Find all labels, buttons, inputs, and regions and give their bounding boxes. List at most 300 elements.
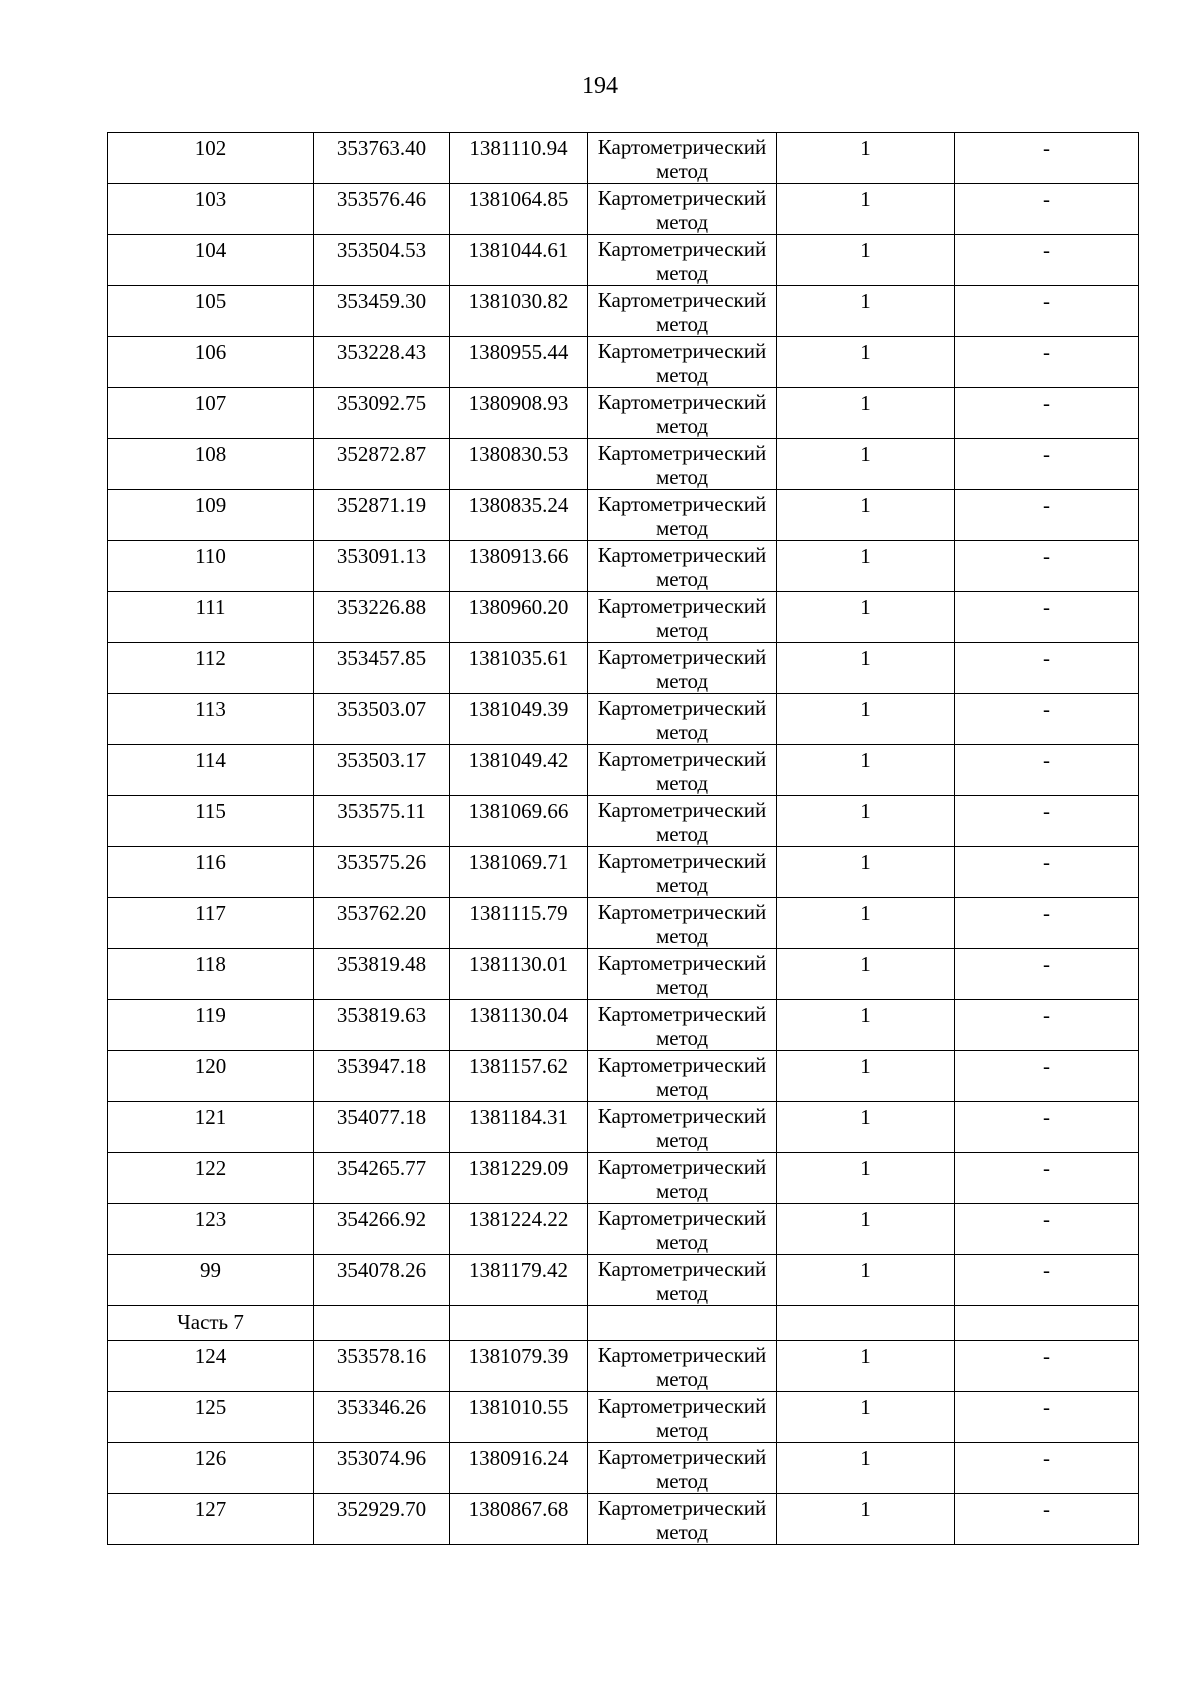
accuracy-cell — [777, 388, 955, 439]
x-coordinate-cell — [314, 337, 450, 388]
y-coordinate-cell — [450, 439, 588, 490]
note-cell — [955, 133, 1139, 184]
x-coordinate-text: 353576.46 — [336, 187, 427, 211]
accuracy-cell — [777, 1443, 955, 1494]
section-header-row — [108, 1306, 1139, 1341]
x-coordinate-text: 353763.40 — [336, 136, 427, 160]
method-text: Картометрический метод — [597, 339, 767, 387]
accuracy-text: 1 — [860, 1207, 871, 1231]
note-text: - — [1043, 901, 1050, 925]
accuracy-text: 1 — [860, 952, 871, 976]
page-number: 194 — [582, 73, 618, 99]
method-cell — [588, 1392, 777, 1443]
point-number-text: 107 — [194, 391, 227, 415]
y-coordinate-text: 1380867.68 — [468, 1497, 569, 1521]
x-coordinate-cell — [314, 1000, 450, 1051]
note-text: - — [1043, 1105, 1050, 1129]
y-coordinate-cell — [450, 337, 588, 388]
method-text: Картометрический метод — [597, 441, 767, 489]
accuracy-cell — [777, 1102, 955, 1153]
method-text: Картометрический метод — [597, 390, 767, 438]
point-number-cell — [108, 745, 314, 796]
point-number-text: 124 — [194, 1344, 227, 1368]
accuracy-cell — [777, 694, 955, 745]
point-number-cell — [108, 898, 314, 949]
y-coordinate-cell — [450, 592, 588, 643]
y-coordinate-cell — [450, 1443, 588, 1494]
accuracy-cell — [777, 133, 955, 184]
method-cell — [588, 898, 777, 949]
point-number-text: 114 — [195, 748, 226, 772]
empty-cell-content — [450, 1306, 587, 1310]
accuracy-cell — [777, 1392, 955, 1443]
accuracy-text: 1 — [860, 544, 871, 568]
table-row — [108, 745, 1139, 796]
x-coordinate-text: 353819.48 — [336, 952, 427, 976]
x-coordinate-text: 353457.85 — [336, 646, 427, 670]
y-coordinate-text: 1380955.44 — [468, 340, 569, 364]
method-text: Картометрический метод — [597, 1394, 767, 1442]
note-cell — [955, 1102, 1139, 1153]
table-row — [108, 490, 1139, 541]
table-row — [108, 1341, 1139, 1392]
x-coordinate-cell — [314, 1443, 450, 1494]
point-number-cell — [108, 1204, 314, 1255]
y-coordinate-text: 1381115.79 — [469, 901, 568, 925]
note-cell — [955, 184, 1139, 235]
accuracy-text: 1 — [860, 238, 871, 262]
note-cell — [955, 286, 1139, 337]
note-cell — [955, 1153, 1139, 1204]
point-number-text: 108 — [194, 442, 227, 466]
point-number-text: 126 — [194, 1446, 227, 1470]
method-text: Картометрический метод — [597, 1343, 767, 1391]
table-row — [108, 388, 1139, 439]
point-number-cell — [108, 286, 314, 337]
point-number-cell — [108, 388, 314, 439]
point-number-cell — [108, 490, 314, 541]
empty-cell — [588, 1306, 777, 1341]
method-text: Картометрический метод — [597, 1104, 767, 1152]
point-number-cell — [108, 694, 314, 745]
table-row — [108, 286, 1139, 337]
point-number-text: 122 — [194, 1156, 227, 1180]
x-coordinate-text: 353092.75 — [336, 391, 427, 415]
coordinates-table-body — [108, 133, 1139, 1545]
x-coordinate-text: 353575.11 — [337, 799, 426, 823]
point-number-text: 118 — [195, 952, 226, 976]
x-coordinate-text: 354266.92 — [336, 1207, 427, 1231]
accuracy-text: 1 — [860, 1156, 871, 1180]
table-row — [108, 1392, 1139, 1443]
note-cell — [955, 847, 1139, 898]
table-row — [108, 898, 1139, 949]
table-row — [108, 847, 1139, 898]
accuracy-text: 1 — [860, 901, 871, 925]
empty-cell — [450, 1306, 588, 1341]
accuracy-cell — [777, 337, 955, 388]
point-number-cell — [108, 1255, 314, 1306]
empty-cell — [314, 1306, 450, 1341]
y-coordinate-text: 1381049.39 — [468, 697, 569, 721]
table-row — [108, 643, 1139, 694]
method-cell — [588, 592, 777, 643]
empty-cell-content — [955, 1306, 1138, 1310]
x-coordinate-cell — [314, 847, 450, 898]
y-coordinate-text: 1380830.53 — [468, 442, 569, 466]
method-cell — [588, 1341, 777, 1392]
method-cell — [588, 1494, 777, 1545]
note-text: - — [1043, 238, 1050, 262]
note-cell — [955, 592, 1139, 643]
x-coordinate-text: 354078.26 — [336, 1258, 427, 1282]
point-number-cell — [108, 949, 314, 1000]
method-cell — [588, 1204, 777, 1255]
point-number-cell — [108, 1341, 314, 1392]
method-text: Картометрический метод — [597, 696, 767, 744]
x-coordinate-cell — [314, 388, 450, 439]
y-coordinate-cell — [450, 643, 588, 694]
point-number-cell — [108, 1153, 314, 1204]
y-coordinate-cell — [450, 1255, 588, 1306]
method-text: Картометрический метод — [597, 1002, 767, 1050]
y-coordinate-text: 1381064.85 — [468, 187, 569, 211]
x-coordinate-text: 353578.16 — [336, 1344, 427, 1368]
point-number-cell — [108, 133, 314, 184]
note-text: - — [1043, 493, 1050, 517]
method-cell — [588, 1153, 777, 1204]
x-coordinate-cell — [314, 1153, 450, 1204]
accuracy-text: 1 — [860, 1395, 871, 1419]
y-coordinate-text: 1381069.71 — [468, 850, 569, 874]
x-coordinate-cell — [314, 1494, 450, 1545]
accuracy-text: 1 — [860, 289, 871, 313]
point-number-text: 105 — [194, 289, 227, 313]
y-coordinate-text: 1380908.93 — [468, 391, 569, 415]
y-coordinate-text: 1380913.66 — [468, 544, 569, 568]
empty-cell-content — [777, 1306, 954, 1310]
note-cell — [955, 388, 1139, 439]
accuracy-cell — [777, 541, 955, 592]
table-row — [108, 1204, 1139, 1255]
accuracy-cell — [777, 286, 955, 337]
coordinates-table — [107, 132, 1139, 1545]
point-number-cell — [108, 643, 314, 694]
accuracy-text: 1 — [860, 1344, 871, 1368]
table-row — [108, 1153, 1139, 1204]
x-coordinate-cell — [314, 1341, 450, 1392]
accuracy-text: 1 — [860, 1003, 871, 1027]
y-coordinate-cell — [450, 1341, 588, 1392]
note-text: - — [1043, 799, 1050, 823]
x-coordinate-cell — [314, 796, 450, 847]
point-number-cell — [108, 337, 314, 388]
point-number-text: 115 — [195, 799, 226, 823]
note-text: - — [1043, 289, 1050, 313]
x-coordinate-cell — [314, 286, 450, 337]
accuracy-cell — [777, 235, 955, 286]
x-coordinate-text: 353459.30 — [336, 289, 427, 313]
note-cell — [955, 439, 1139, 490]
method-text: Картометрический метод — [597, 1053, 767, 1101]
method-text: Картометрический метод — [597, 849, 767, 897]
accuracy-text: 1 — [860, 697, 871, 721]
x-coordinate-text: 353346.26 — [336, 1395, 427, 1419]
method-cell — [588, 490, 777, 541]
note-cell — [955, 1204, 1139, 1255]
x-coordinate-cell — [314, 643, 450, 694]
method-text: Картометрический метод — [597, 951, 767, 999]
note-text: - — [1043, 1156, 1050, 1180]
y-coordinate-cell — [450, 184, 588, 235]
y-coordinate-cell — [450, 898, 588, 949]
point-number-text: 127 — [194, 1497, 227, 1521]
table-row — [108, 1255, 1139, 1306]
note-text: - — [1043, 340, 1050, 364]
method-text: Картометрический метод — [597, 798, 767, 846]
accuracy-cell — [777, 1341, 955, 1392]
x-coordinate-cell — [314, 898, 450, 949]
note-cell — [955, 745, 1139, 796]
y-coordinate-text: 1381079.39 — [468, 1344, 569, 1368]
x-coordinate-cell — [314, 235, 450, 286]
note-cell — [955, 490, 1139, 541]
method-cell — [588, 133, 777, 184]
table-row — [108, 949, 1139, 1000]
x-coordinate-cell — [314, 1392, 450, 1443]
y-coordinate-text: 1381044.61 — [468, 238, 569, 262]
accuracy-text: 1 — [860, 1497, 871, 1521]
accuracy-cell — [777, 898, 955, 949]
point-number-cell — [108, 439, 314, 490]
method-text: Картометрический метод — [597, 747, 767, 795]
point-number-text: 116 — [195, 850, 226, 874]
accuracy-text: 1 — [860, 646, 871, 670]
note-text: - — [1043, 1446, 1050, 1470]
method-cell — [588, 1051, 777, 1102]
point-number-cell — [108, 184, 314, 235]
x-coordinate-text: 354265.77 — [336, 1156, 427, 1180]
note-text: - — [1043, 187, 1050, 211]
x-coordinate-text: 353762.20 — [336, 901, 427, 925]
accuracy-cell — [777, 490, 955, 541]
y-coordinate-text: 1380835.24 — [468, 493, 569, 517]
x-coordinate-cell — [314, 1102, 450, 1153]
point-number-text: 123 — [194, 1207, 227, 1231]
accuracy-cell — [777, 1255, 955, 1306]
x-coordinate-text: 353819.63 — [336, 1003, 427, 1027]
note-text: - — [1043, 1497, 1050, 1521]
point-number-text: 102 — [194, 136, 227, 160]
note-cell — [955, 1051, 1139, 1102]
x-coordinate-cell — [314, 490, 450, 541]
table-row — [108, 133, 1139, 184]
method-text: Картометрический метод — [597, 900, 767, 948]
point-number-text: 112 — [195, 646, 226, 670]
point-number-text: 99 — [200, 1258, 221, 1282]
method-cell — [588, 286, 777, 337]
method-text: Картометрический метод — [597, 1206, 767, 1254]
note-text: - — [1043, 850, 1050, 874]
accuracy-cell — [777, 796, 955, 847]
y-coordinate-cell — [450, 1051, 588, 1102]
accuracy-cell — [777, 949, 955, 1000]
table-row — [108, 235, 1139, 286]
table-row — [108, 796, 1139, 847]
accuracy-text: 1 — [860, 850, 871, 874]
x-coordinate-text: 352929.70 — [336, 1497, 427, 1521]
note-text: - — [1043, 1003, 1050, 1027]
x-coordinate-cell — [314, 439, 450, 490]
note-text: - — [1043, 1207, 1050, 1231]
point-number-text: 120 — [194, 1054, 227, 1078]
accuracy-text: 1 — [860, 748, 871, 772]
accuracy-cell — [777, 847, 955, 898]
method-text: Картометрический метод — [597, 594, 767, 642]
table-row — [108, 337, 1139, 388]
method-text: Картометрический метод — [597, 543, 767, 591]
y-coordinate-text: 1380916.24 — [468, 1446, 569, 1470]
y-coordinate-cell — [450, 847, 588, 898]
y-coordinate-text: 1381224.22 — [468, 1207, 569, 1231]
method-cell — [588, 337, 777, 388]
method-cell — [588, 796, 777, 847]
x-coordinate-text: 353947.18 — [336, 1054, 427, 1078]
method-text: Картометрический метод — [597, 492, 767, 540]
table-row — [108, 1443, 1139, 1494]
accuracy-text: 1 — [860, 1054, 871, 1078]
y-coordinate-cell — [450, 1494, 588, 1545]
note-text: - — [1043, 595, 1050, 619]
y-coordinate-text: 1381010.55 — [468, 1395, 569, 1419]
note-cell — [955, 541, 1139, 592]
y-coordinate-text: 1380960.20 — [468, 595, 569, 619]
empty-cell — [955, 1306, 1139, 1341]
y-coordinate-cell — [450, 949, 588, 1000]
x-coordinate-text: 353091.13 — [336, 544, 427, 568]
method-cell — [588, 1255, 777, 1306]
y-coordinate-cell — [450, 490, 588, 541]
accuracy-cell — [777, 1494, 955, 1545]
method-cell — [588, 949, 777, 1000]
x-coordinate-text: 352872.87 — [336, 442, 427, 466]
x-coordinate-cell — [314, 541, 450, 592]
note-cell — [955, 337, 1139, 388]
x-coordinate-text: 353504.53 — [336, 238, 427, 262]
note-cell — [955, 694, 1139, 745]
x-coordinate-text: 354077.18 — [336, 1105, 427, 1129]
method-text: Картометрический метод — [597, 1257, 767, 1305]
note-cell — [955, 1255, 1139, 1306]
point-number-cell — [108, 541, 314, 592]
x-coordinate-cell — [314, 184, 450, 235]
note-text: - — [1043, 1054, 1050, 1078]
x-coordinate-text: 353226.88 — [336, 595, 427, 619]
note-text: - — [1043, 442, 1050, 466]
accuracy-text: 1 — [860, 187, 871, 211]
method-cell — [588, 541, 777, 592]
point-number-cell — [108, 847, 314, 898]
point-number-cell — [108, 1102, 314, 1153]
accuracy-text: 1 — [860, 799, 871, 823]
accuracy-cell — [777, 1000, 955, 1051]
point-number-text: 117 — [195, 901, 226, 925]
y-coordinate-text: 1381069.66 — [468, 799, 569, 823]
method-cell — [588, 1102, 777, 1153]
note-text: - — [1043, 697, 1050, 721]
table-row — [108, 1494, 1139, 1545]
accuracy-text: 1 — [860, 442, 871, 466]
note-cell — [955, 1392, 1139, 1443]
method-text: Картометрический метод — [597, 135, 767, 183]
y-coordinate-cell — [450, 1102, 588, 1153]
point-number-text: 104 — [194, 238, 227, 262]
point-number-cell — [108, 1443, 314, 1494]
accuracy-text: 1 — [860, 1105, 871, 1129]
accuracy-text: 1 — [860, 595, 871, 619]
note-cell — [955, 643, 1139, 694]
accuracy-cell — [777, 643, 955, 694]
point-number-text: 109 — [194, 493, 227, 517]
note-text: - — [1043, 391, 1050, 415]
accuracy-text: 1 — [860, 340, 871, 364]
point-number-text: 110 — [195, 544, 226, 568]
note-text: - — [1043, 544, 1050, 568]
y-coordinate-cell — [450, 694, 588, 745]
table-row — [108, 592, 1139, 643]
y-coordinate-cell — [450, 745, 588, 796]
method-cell — [588, 388, 777, 439]
y-coordinate-text: 1381130.01 — [469, 952, 568, 976]
method-cell — [588, 847, 777, 898]
note-cell — [955, 235, 1139, 286]
x-coordinate-cell — [314, 592, 450, 643]
y-coordinate-text: 1381157.62 — [469, 1054, 568, 1078]
x-coordinate-cell — [314, 694, 450, 745]
x-coordinate-text: 352871.19 — [336, 493, 427, 517]
point-number-text: 125 — [194, 1395, 227, 1419]
note-cell — [955, 949, 1139, 1000]
method-text: Картометрический метод — [597, 1445, 767, 1493]
x-coordinate-cell — [314, 1051, 450, 1102]
y-coordinate-cell — [450, 1204, 588, 1255]
y-coordinate-cell — [450, 796, 588, 847]
point-number-cell — [108, 1494, 314, 1545]
accuracy-text: 1 — [860, 136, 871, 160]
table-row — [108, 439, 1139, 490]
y-coordinate-text: 1381179.42 — [469, 1258, 568, 1282]
table-row — [108, 1102, 1139, 1153]
accuracy-cell — [777, 1153, 955, 1204]
point-number-cell — [108, 235, 314, 286]
accuracy-cell — [777, 592, 955, 643]
method-cell — [588, 1000, 777, 1051]
x-coordinate-text: 353575.26 — [336, 850, 427, 874]
accuracy-text: 1 — [860, 1258, 871, 1282]
point-number-cell — [108, 1000, 314, 1051]
y-coordinate-cell — [450, 133, 588, 184]
note-cell — [955, 1000, 1139, 1051]
method-cell — [588, 643, 777, 694]
point-number-text: 111 — [195, 595, 226, 619]
y-coordinate-text: 1381035.61 — [468, 646, 569, 670]
accuracy-cell — [777, 184, 955, 235]
point-number-text: 119 — [195, 1003, 226, 1027]
method-cell — [588, 235, 777, 286]
y-coordinate-cell — [450, 286, 588, 337]
y-coordinate-text: 1381130.04 — [469, 1003, 568, 1027]
note-cell — [955, 898, 1139, 949]
